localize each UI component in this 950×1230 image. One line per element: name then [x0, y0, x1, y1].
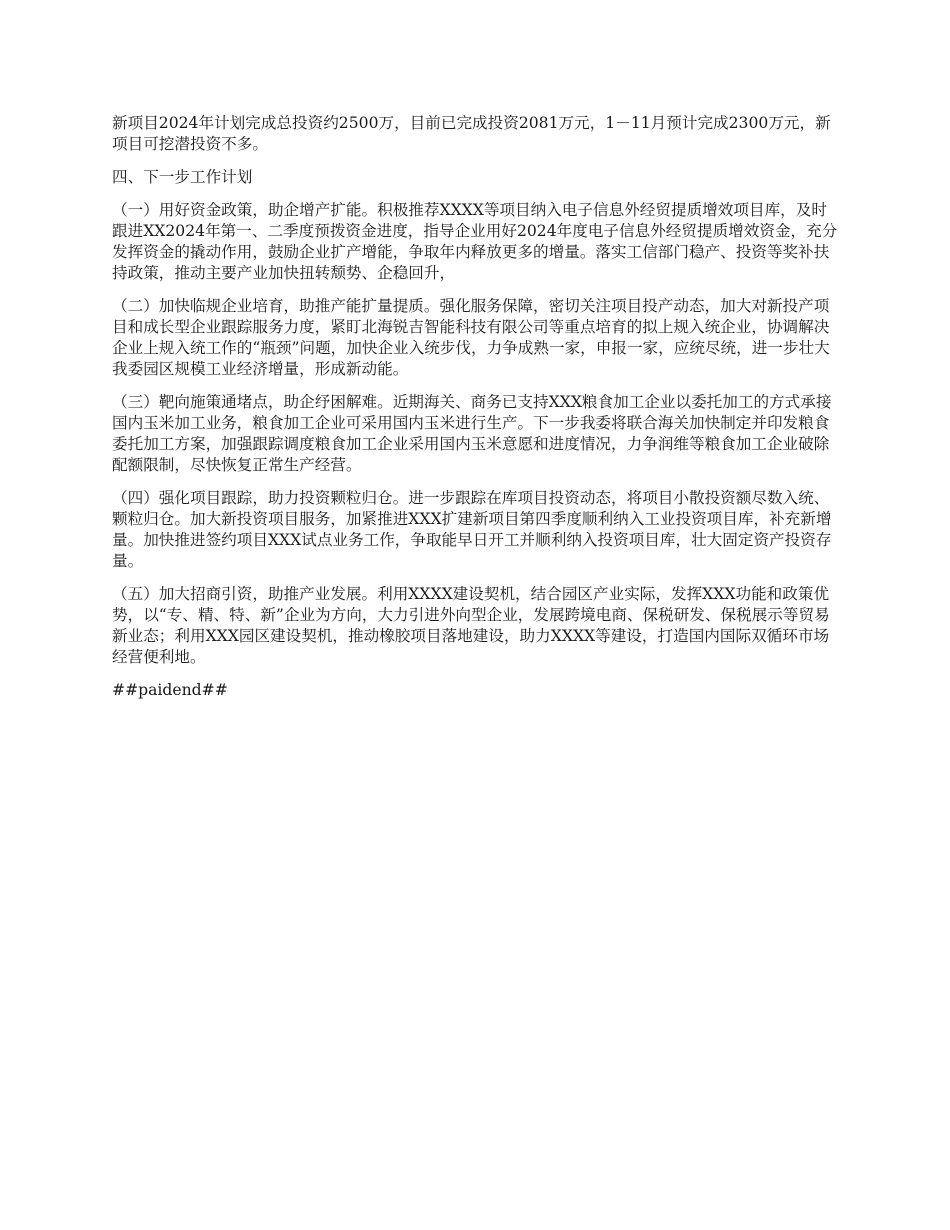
paragraph-investment-summary: 新项目2024年计划完成总投资约2500万，目前已完成投资2081万元，1－11月预计完成2300万元，新项目可挖潜投资不多。 — [112, 114, 831, 153]
paragraph-plan-4-project-tracking: （四）强化项目跟踪，助力投资颗粒归仓。进一步跟踪在库项目投资动态，将项目小散投资额尽数入统、颗粒归仓。加大新投资项目服务，加紧推进XXX扩建新项目第四季度顺利纳入工业投资项目库，补充新增量。加快推进签约项目XXX试点业务工作，争取能早日开工并顺利纳入投资项目库，壮大固定资产投资存量。 — [112, 489, 832, 570]
paragraph-plan-5-investment-attraction: （五）加大招商引资，助推产业发展。利用XXXX建设契机，结合园区产业实际，发挥XXX功能和政策优势，以“专、精、特、新”企业为方向，大力引进外向型企业，发展跨境电商、保税研发、保税展示等贸易新业态；利用XXX园区建设契机，推动橡胶项目落地建设，助力XXXX等建设，打造国内国际双循环市场经营便利地。 — [112, 585, 830, 666]
paragraph-plan-2-enterprise-cultivation: （二）加快临规企业培育，助推产能扩量提质。强化服务保障，密切关注项目投产动态，加大对新投产项目和成长型企业跟踪服务力度，紧盯北海锐吉智能科技有限公司等重点培育的拟上规入统企业，协调解决企业上规入统工作的“瓶颈”问题，加快企业入统步伐，力争成熟一家，申报一家，应统尽统，进一步壮大我委园区规模工业经济增量，形成新动能。 — [112, 297, 830, 378]
section-heading-next-steps: 四、下一步工作计划 — [112, 168, 253, 186]
document-page — [112, 113, 842, 713]
paragraph-plan-3-targeted-policy: （三）靶向施策通堵点，助企纾困解难。近期海关、商务已支持XXX粮食加工企业以委托加工的方式承接国内玉米加工业务，粮食加工企业可采用国内玉米进行生产。下一步我委将联合海关加快制定并印发粮食委托加工方案，加强跟踪调度粮食加工企业采用国内玉米意愿和进度情况，力争润维等粮食加工企业破除配额限制，尽快恢复正常生产经营。 — [112, 393, 832, 474]
end-marker: ##paidend## — [112, 681, 228, 699]
paragraph-plan-1-funding-policy: （一）用好资金政策，助企增产扩能。积极推荐XXXX等项目纳入电子信息外经贸提质增效项目库，及时跟进XX2024年第一、二季度预拨资金进度，指导企业用好2024年度电子信息外经贸提质增效资金，充分发挥资金的撬动作用，鼓励企业扩产增能，争取年内释放更多的增量。落实工信部门稳产、投资等奖补扶持政策，推动主要产业加快扭转颓势、企稳回升， — [112, 201, 838, 282]
